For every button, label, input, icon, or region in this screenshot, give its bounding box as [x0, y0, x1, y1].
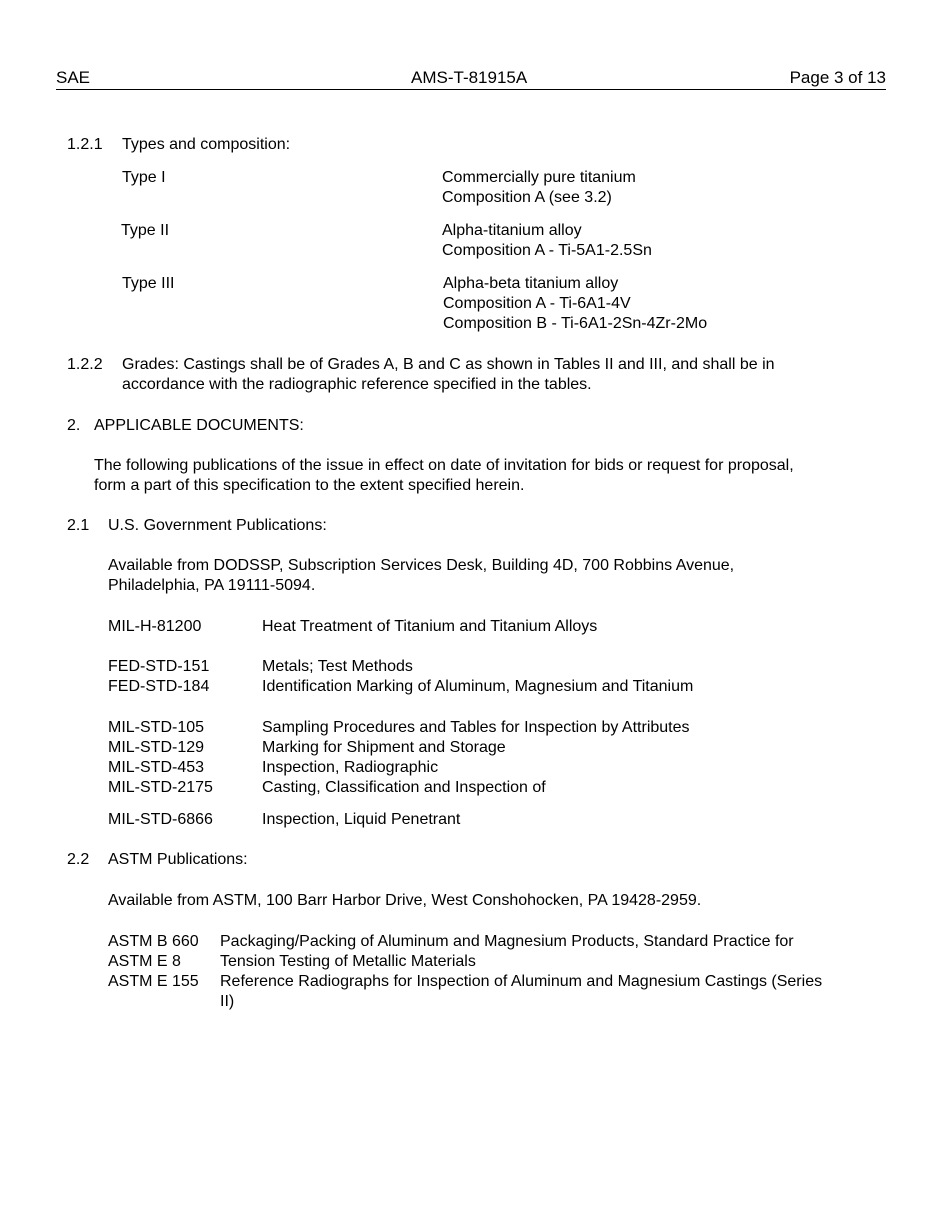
- doc-id: MIL-H-81200: [108, 618, 202, 635]
- doc-id: MIL-STD-105: [108, 719, 205, 736]
- doc-title: Sampling Procedures and Tables for Inspection by Attributes: [262, 719, 690, 736]
- type-label: Type III: [122, 275, 175, 292]
- type-description-line: Alpha-beta titanium alloy: [443, 275, 619, 292]
- section-1-2-2-number: 1.2.2: [67, 356, 103, 373]
- section-2-text-line: form a part of this specification to the extent specified herein.: [94, 477, 525, 494]
- page-header: [56, 68, 886, 90]
- type-label: Type I: [122, 169, 166, 186]
- type-description-line: Alpha-titanium alloy: [442, 222, 582, 239]
- doc-id: MIL-STD-2175: [108, 779, 213, 796]
- type-label: Type II: [121, 222, 170, 239]
- header-org: SAE: [56, 68, 91, 87]
- section-2-1-number: 2.1: [67, 517, 90, 534]
- section-2-1-title: U.S. Government Publications:: [108, 517, 327, 534]
- doc-title: Marking for Shipment and Storage: [262, 739, 506, 756]
- section-1-2-2-text-line: accordance with the radiographic reference specified in the tables.: [122, 376, 592, 393]
- section-2-title: APPLICABLE DOCUMENTS:: [94, 417, 304, 434]
- doc-title: Casting, Classification and Inspection of: [262, 779, 546, 796]
- doc-title: Heat Treatment of Titanium and Titanium Alloys: [262, 618, 598, 635]
- section-2-2-availability: Available from ASTM, 100 Barr Harbor Drive, West Conshohocken, PA 19428-2959.: [108, 892, 702, 909]
- doc-title: Identification Marking of Aluminum, Magnesium and Titanium: [262, 678, 694, 695]
- section-2-2-number: 2.2: [67, 851, 90, 868]
- doc-id: FED-STD-151: [108, 658, 210, 675]
- doc-title: Metals; Test Methods: [262, 658, 413, 675]
- doc-id: MIL-STD-129: [108, 739, 205, 756]
- section-2-number: 2.: [67, 417, 81, 434]
- header-page-number: Page 3 of 13: [789, 68, 886, 87]
- doc-title: Packaging/Packing of Aluminum and Magnesium Products, Standard Practice for: [220, 933, 794, 950]
- doc-id: MIL-STD-6866: [108, 811, 213, 828]
- doc-id: MIL-STD-453: [108, 759, 205, 776]
- section-1-2-2-text-line: Grades: Castings shall be of Grades A, B and C as shown in Tables II and III, and shall be in: [122, 356, 775, 373]
- type-description-line: Composition A (see 3.2): [442, 189, 612, 206]
- section-2-1-availability-line: Philadelphia, PA 19111-5094.: [108, 577, 316, 594]
- doc-title: Tension Testing of Metallic Materials: [220, 953, 476, 970]
- section-1-2-1-number: 1.2.1: [67, 136, 103, 153]
- type-description-line: Composition A - Ti-6A1-4V: [443, 295, 631, 312]
- doc-id: ASTM B 660: [108, 933, 199, 950]
- section-2-1-availability-line: Available from DODSSP, Subscription Services Desk, Building 4D, 700 Robbins Avenue,: [108, 557, 735, 574]
- type-description-line: Composition A - Ti-5A1-2.5Sn: [442, 242, 652, 259]
- doc-id: ASTM E 8: [108, 953, 181, 970]
- type-description-line: Commercially pure titanium: [442, 169, 636, 186]
- doc-title: Inspection, Liquid Penetrant: [262, 811, 461, 828]
- type-description-line: Composition B - Ti-6A1-2Sn-4Zr-2Mo: [443, 315, 708, 332]
- header-doc-number: AMS-T-81915A: [411, 68, 528, 87]
- section-2-text-line: The following publications of the issue in effect on date of invitation for bids or request for proposal,: [94, 457, 794, 474]
- doc-title: Reference Radiographs for Inspection of Aluminum and Magnesium Castings (Series: [220, 973, 823, 990]
- doc-id: ASTM E 155: [108, 973, 199, 990]
- doc-id: FED-STD-184: [108, 678, 210, 695]
- doc-title: Inspection, Radiographic: [262, 759, 439, 776]
- section-2-2-title: ASTM Publications:: [108, 851, 248, 868]
- doc-title-continuation: II): [220, 993, 235, 1010]
- section-1-2-1-title: Types and composition:: [122, 136, 291, 153]
